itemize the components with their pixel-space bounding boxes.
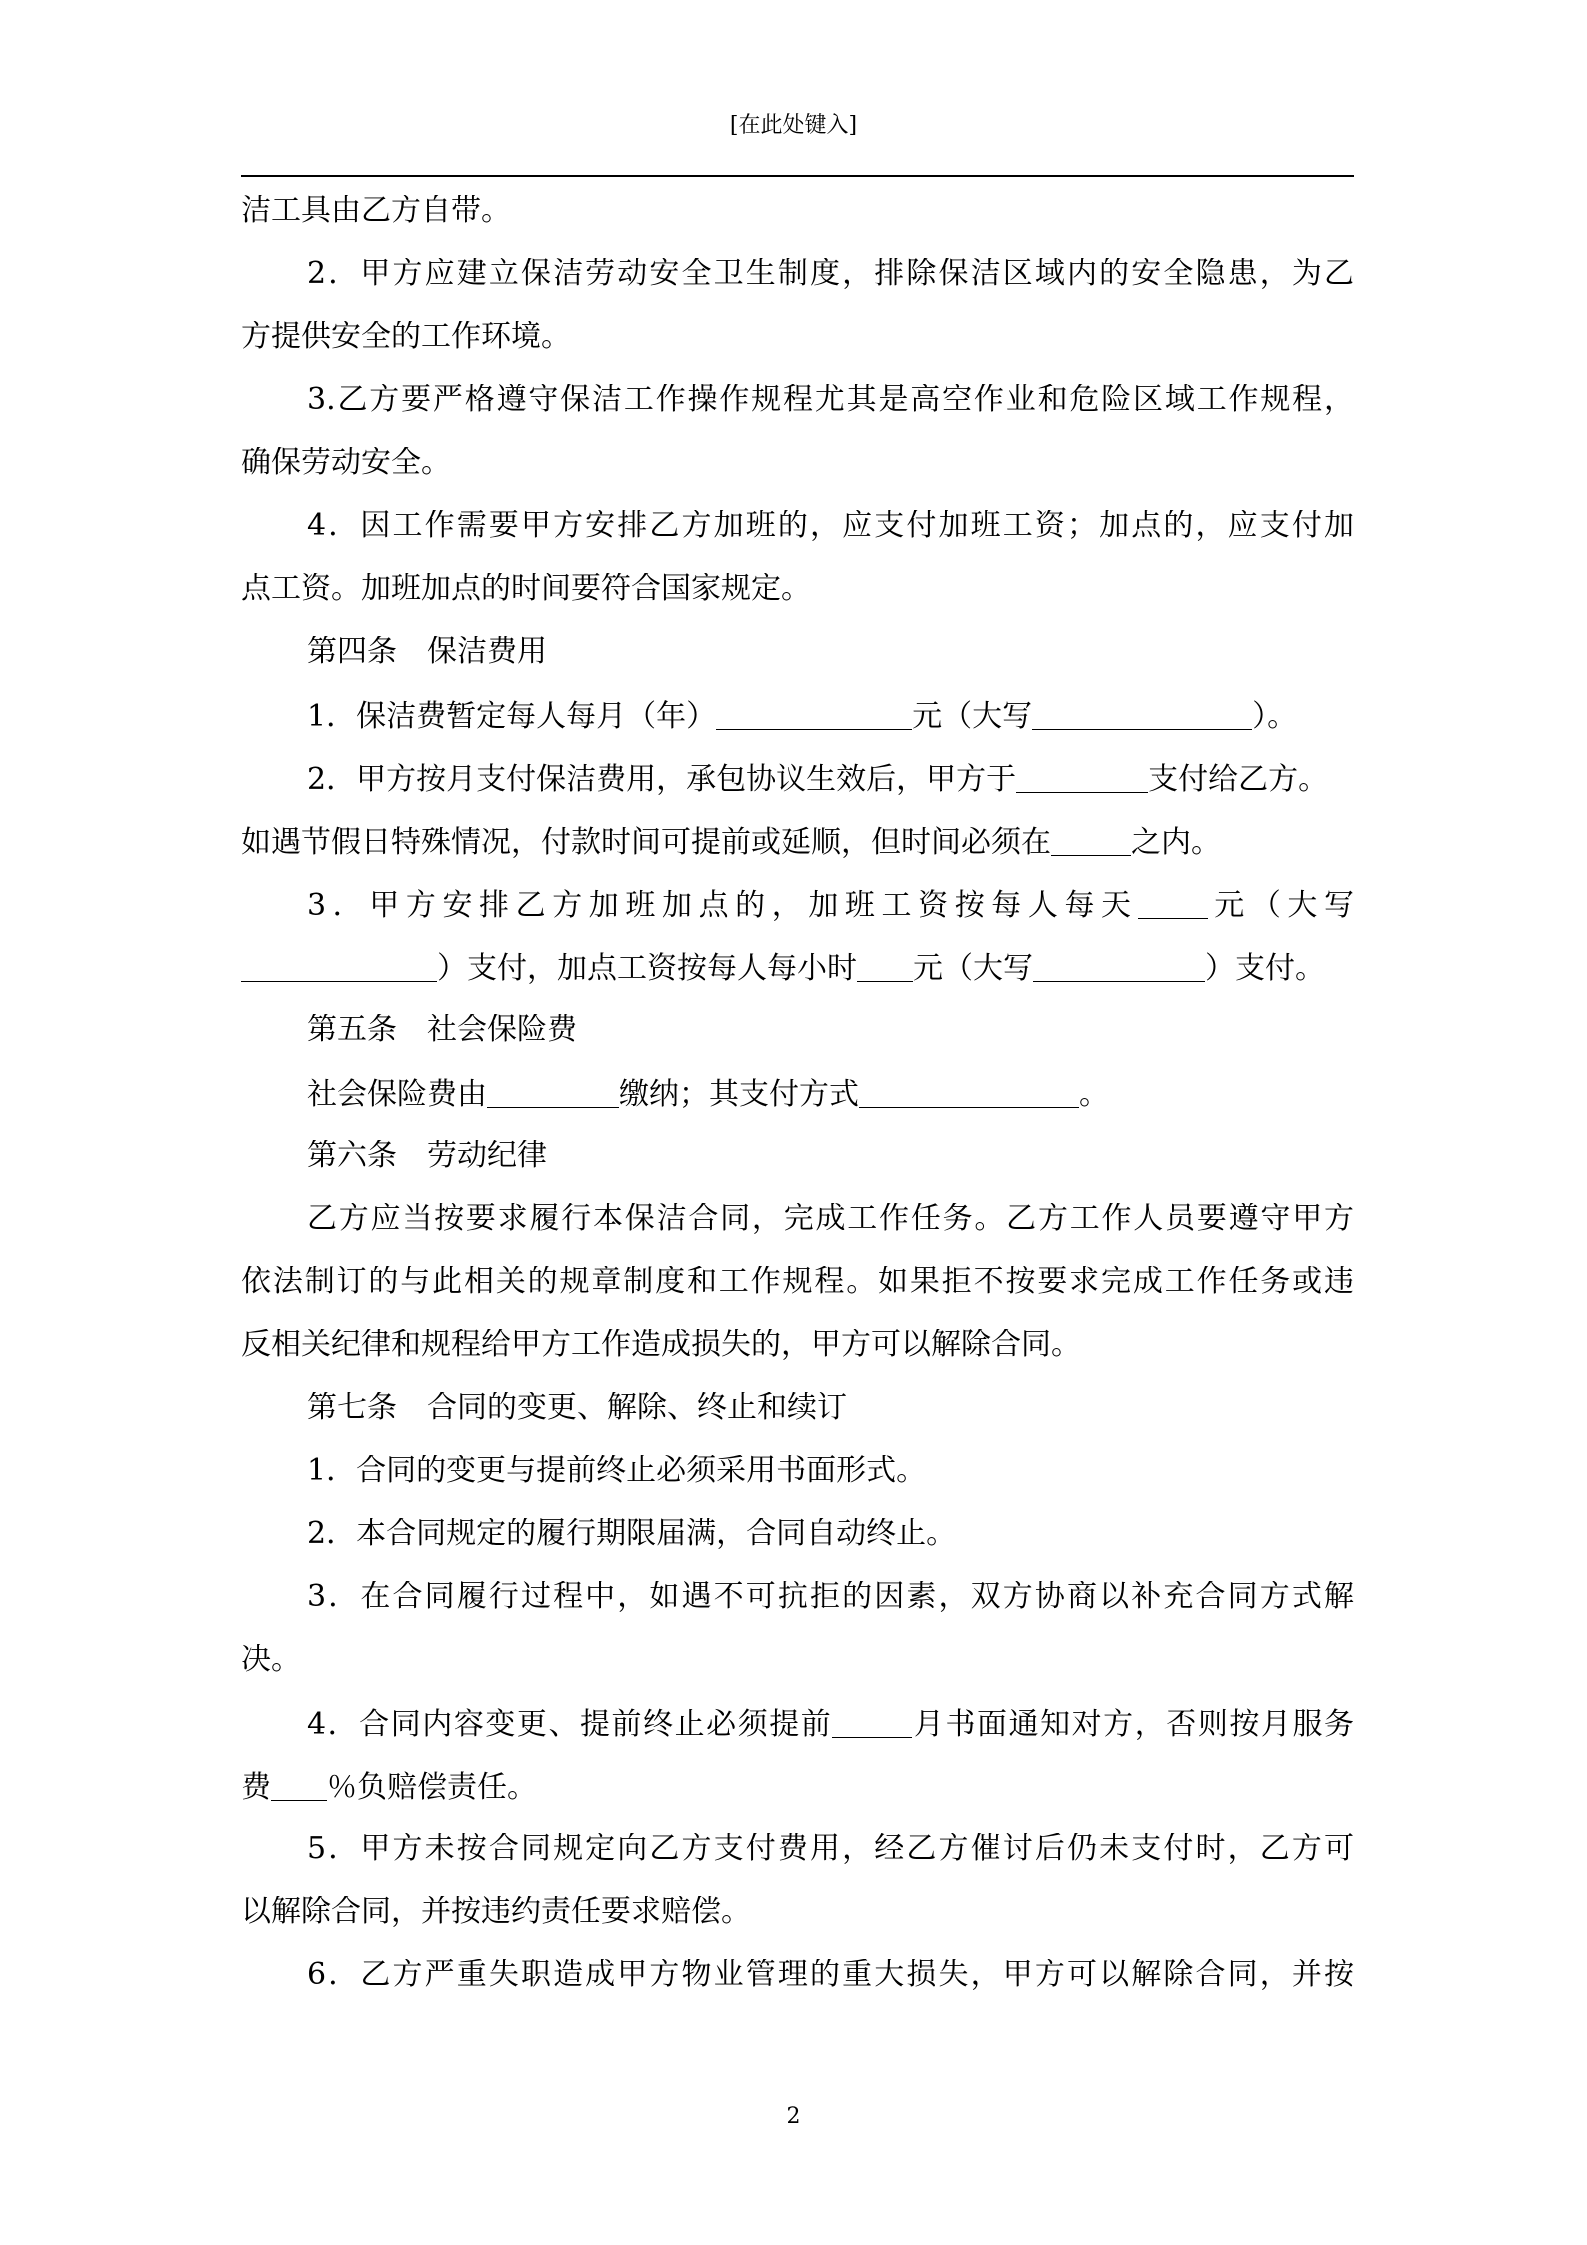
document-body	[241, 195, 1354, 2022]
paragraph-line: 洁工具由乙方自带。	[241, 195, 511, 228]
article-title: 保洁费用	[427, 636, 547, 669]
text-fragment: ）支付，加点工资按每人每小时	[437, 951, 857, 986]
page-number: 2	[786, 2104, 801, 2129]
article-number: 第四条	[307, 636, 397, 669]
paragraph-line: 1．合同的变更与提前终止必须采用书面形式。	[307, 1455, 927, 1488]
text-fragment: 支付给乙方。	[1148, 762, 1329, 797]
fill-in-blank[interactable]	[857, 951, 913, 982]
paragraph-line: 反相关纪律和规程给甲方工作造成损失的，甲方可以解除合同。	[241, 1329, 1081, 1362]
fill-in-blank[interactable]	[487, 1077, 619, 1108]
fill-in-blank[interactable]	[1138, 888, 1208, 919]
text-fragment: 元（大写	[913, 951, 1033, 986]
text-fragment: 1．保洁费暂定每人每月（年）	[307, 699, 717, 734]
page-header: [在此处键入]	[729, 113, 858, 138]
article-title: 社会保险费	[427, 1014, 577, 1047]
text-fragment: 费	[241, 1770, 271, 1805]
fill-in-blank[interactable]	[716, 699, 912, 730]
change-item-4	[241, 1707, 1354, 1770]
paragraph-line: 2．本合同规定的履行期限届满，合同自动终止。	[307, 1518, 957, 1551]
fee-item-1	[241, 699, 1354, 762]
article-number: 第五条	[307, 1014, 397, 1047]
fee-item-3-continued	[241, 951, 1354, 1014]
text-fragment: 如遇节假日特殊情况，付款时间可提前或延顺，但时间必须在	[241, 825, 1051, 860]
text-fragment: 缴纳；其支付方式	[619, 1077, 859, 1112]
text-fragment: 。	[1079, 1077, 1109, 1112]
paragraph-line: 依法制订的与此相关的规章制度和工作规程。如果拒不按要求完成工作任务或违	[241, 1266, 1354, 1299]
article-heading-7	[241, 1392, 1354, 1455]
paragraph-line: 方提供安全的工作环境。	[241, 321, 571, 354]
paragraph-line: 决。	[241, 1644, 301, 1677]
text-fragment: 月书面通知对方，否则按月服务	[912, 1707, 1354, 1742]
paragraph-line: 乙方应当按要求履行本保洁合同，完成工作任务。乙方工作人员要遵守甲方	[307, 1203, 1354, 1236]
text-fragment: ％负赔偿责任。	[327, 1770, 537, 1805]
fill-in-blank[interactable]	[832, 1707, 912, 1738]
article-number: 第七条	[307, 1392, 397, 1425]
paragraph-line: 5．甲方未按合同规定向乙方支付费用，经乙方催讨后仍未支付时，乙方可	[307, 1833, 1354, 1866]
article-heading-6	[241, 1140, 1354, 1203]
article-heading-5	[241, 1014, 1354, 1077]
text-fragment: ）支付。	[1205, 951, 1325, 986]
text-fragment: 3．甲方安排乙方加班加点的，加班工资按每人每天	[307, 888, 1138, 923]
text-fragment: 之内。	[1131, 825, 1221, 860]
fill-in-blank[interactable]	[1016, 762, 1148, 793]
article-number: 第六条	[307, 1140, 397, 1173]
paragraph-line: 3.乙方要严格遵守保洁工作操作规程尤其是高空作业和危险区域工作规程，	[307, 384, 1354, 417]
fill-in-blank[interactable]	[1033, 951, 1205, 982]
header-divider	[241, 175, 1354, 177]
text-fragment: 元（大写	[1207, 888, 1354, 923]
paragraph-line: 3．在合同履行过程中，如遇不可抗拒的因素，双方协商以补充合同方式解	[307, 1581, 1354, 1614]
fee-item-2-continued	[241, 825, 1354, 888]
insurance-line	[241, 1077, 1354, 1140]
paragraph-line: 点工资。加班加点的时间要符合国家规定。	[241, 573, 811, 606]
fee-item-3	[241, 888, 1354, 951]
paragraph-line: 以解除合同，并按违约责任要求赔偿。	[241, 1896, 751, 1929]
paragraph-line: 确保劳动安全。	[241, 447, 451, 480]
paragraph-line: 4．因工作需要甲方安排乙方加班的，应支付加班工资；加点的，应支付加	[307, 510, 1354, 543]
fill-in-blank[interactable]	[1051, 825, 1131, 856]
article-heading-4	[241, 636, 1354, 699]
article-title: 劳动纪律	[427, 1140, 547, 1173]
fill-in-blank[interactable]	[241, 951, 437, 982]
fill-in-blank[interactable]	[1032, 699, 1252, 730]
fill-in-blank[interactable]	[271, 1770, 327, 1801]
text-fragment: 社会保险费由	[307, 1077, 487, 1112]
paragraph-line: 2．甲方应建立保洁劳动安全卫生制度，排除保洁区域内的安全隐患，为乙	[307, 258, 1354, 291]
change-item-4-continued	[241, 1770, 1354, 1833]
paragraph-line: 6．乙方严重失职造成甲方物业管理的重大损失，甲方可以解除合同，并按	[307, 1959, 1354, 1992]
fill-in-blank[interactable]	[859, 1077, 1079, 1108]
text-fragment: 2．甲方按月支付保洁费用，承包协议生效后，甲方于	[307, 762, 1017, 797]
article-title: 合同的变更、解除、终止和续订	[427, 1392, 847, 1425]
text-fragment: 元（大写	[912, 699, 1033, 734]
fee-item-2	[241, 762, 1354, 825]
text-fragment: ）。	[1252, 699, 1298, 734]
text-fragment: 4．合同内容变更、提前终止必须提前	[307, 1707, 833, 1742]
